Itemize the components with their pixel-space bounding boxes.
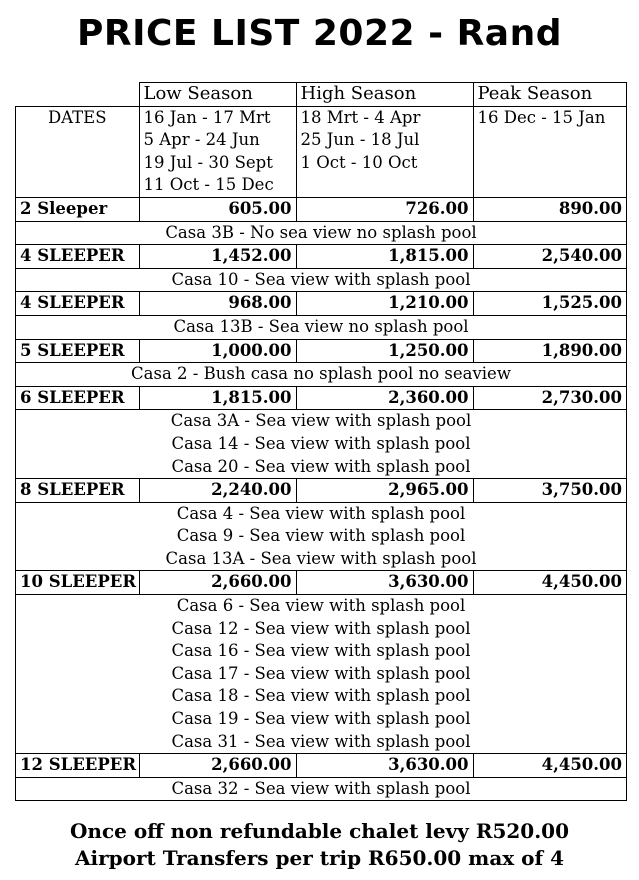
high-season-price: 1,210.00 bbox=[296, 292, 473, 316]
casa-notes bbox=[16, 502, 627, 571]
date-range: 5 Apr - 24 Jun bbox=[143, 130, 260, 150]
low-season-header: Low Season bbox=[139, 83, 296, 107]
casa-notes-row bbox=[16, 502, 627, 571]
casa-description: Casa 16 - Sea view with splash pool bbox=[171, 641, 471, 661]
price-row bbox=[16, 571, 627, 595]
peak-season-price: 1,890.00 bbox=[473, 339, 627, 363]
date-range: 16 Jan - 17 Mrt bbox=[143, 107, 271, 127]
chalet-levy-note: Once off non refundable chalet levy R520.00 bbox=[70, 819, 569, 843]
price-row bbox=[16, 292, 627, 316]
casa-notes bbox=[16, 268, 627, 292]
casa-description: Casa 10 - Sea view with splash pool bbox=[171, 269, 471, 289]
dates-label: DATES bbox=[16, 106, 140, 197]
dates-row bbox=[16, 106, 627, 197]
airport-transfers-note: Airport Transfers per trip R650.00 max of 4 bbox=[74, 846, 564, 870]
price-row bbox=[16, 386, 627, 410]
casa-notes bbox=[16, 595, 627, 754]
casa-description: Casa 2 - Bush casa no splash pool no seaview bbox=[131, 364, 511, 384]
sleeper-label: 2 Sleeper bbox=[16, 197, 140, 221]
low-season-price: 1,815.00 bbox=[139, 386, 296, 410]
peak-season-price: 3,750.00 bbox=[473, 479, 627, 503]
high-season-header: High Season bbox=[296, 83, 473, 107]
sleeper-label: 10 SLEEPER bbox=[16, 571, 140, 595]
casa-description: Casa 12 - Sea view with splash pool bbox=[171, 618, 471, 638]
high-season-price: 2,360.00 bbox=[296, 386, 473, 410]
price-row bbox=[16, 245, 627, 269]
high-season-price: 726.00 bbox=[296, 197, 473, 221]
casa-notes-row bbox=[16, 221, 627, 245]
date-range: 16 Dec - 15 Jan bbox=[477, 107, 606, 127]
low-season-price: 1,000.00 bbox=[139, 339, 296, 363]
casa-description: Casa 4 - Sea view with splash pool bbox=[176, 503, 466, 523]
casa-description: Casa 13B - Sea view no splash pool bbox=[173, 316, 469, 336]
casa-description: Casa 18 - Sea view with splash pool bbox=[171, 686, 471, 706]
low-season-price: 605.00 bbox=[139, 197, 296, 221]
high-season-price: 3,630.00 bbox=[296, 754, 473, 778]
sleeper-label: 12 SLEEPER bbox=[16, 754, 140, 778]
casa-description: Casa 20 - Sea view with splash pool bbox=[171, 456, 471, 476]
casa-notes-row bbox=[16, 268, 627, 292]
casa-description: Casa 13A - Sea view with splash pool bbox=[165, 548, 477, 568]
casa-description: Casa 31 - Sea view with splash pool bbox=[171, 731, 471, 751]
high-season-price: 1,815.00 bbox=[296, 245, 473, 269]
sleeper-label: 4 SLEEPER bbox=[16, 292, 140, 316]
high-season-price: 2,965.00 bbox=[296, 479, 473, 503]
low-season-price: 2,660.00 bbox=[139, 754, 296, 778]
header-corner bbox=[16, 83, 140, 107]
casa-notes-row bbox=[16, 595, 627, 754]
high-season-price: 1,250.00 bbox=[296, 339, 473, 363]
peak-season-price: 2,730.00 bbox=[473, 386, 627, 410]
price-table bbox=[15, 82, 627, 801]
price-row bbox=[16, 479, 627, 503]
peak-season-header: Peak Season bbox=[473, 83, 627, 107]
casa-notes bbox=[16, 221, 627, 245]
sleeper-label: 8 SLEEPER bbox=[16, 479, 140, 503]
casa-description: Casa 19 - Sea view with splash pool bbox=[171, 709, 471, 729]
casa-notes-row bbox=[16, 363, 627, 387]
casa-description: Casa 32 - Sea view with splash pool bbox=[171, 778, 471, 798]
peak-season-price: 2,540.00 bbox=[473, 245, 627, 269]
casa-notes-row bbox=[16, 777, 627, 801]
casa-description: Casa 9 - Sea view with splash pool bbox=[176, 526, 466, 546]
low-season-price: 2,240.00 bbox=[139, 479, 296, 503]
peak-season-price: 4,450.00 bbox=[473, 754, 627, 778]
casa-description: Casa 3A - Sea view with splash pool bbox=[170, 411, 472, 431]
casa-notes-row bbox=[16, 410, 627, 479]
high-season-dates bbox=[296, 106, 473, 197]
peak-season-price: 4,450.00 bbox=[473, 571, 627, 595]
date-range: 11 Oct - 15 Dec bbox=[143, 175, 274, 195]
casa-notes bbox=[16, 777, 627, 801]
low-season-dates bbox=[139, 106, 296, 197]
casa-description: Casa 17 - Sea view with splash pool bbox=[171, 663, 471, 683]
sleeper-label: 6 SLEEPER bbox=[16, 386, 140, 410]
low-season-price: 2,660.00 bbox=[139, 571, 296, 595]
date-range: 1 Oct - 10 Oct bbox=[300, 152, 418, 172]
casa-notes-row bbox=[16, 315, 627, 339]
low-season-price: 968.00 bbox=[139, 292, 296, 316]
casa-notes bbox=[16, 363, 627, 387]
date-range: 18 Mrt - 4 Apr bbox=[300, 107, 421, 127]
peak-season-price: 890.00 bbox=[473, 197, 627, 221]
page-title: PRICE LIST 2022 - Rand bbox=[76, 13, 562, 54]
date-range: 25 Jun - 18 Jul bbox=[300, 130, 420, 150]
casa-description: Casa 3B - No sea view no splash pool bbox=[165, 222, 477, 242]
casa-description: Casa 14 - Sea view with splash pool bbox=[171, 433, 471, 453]
sleeper-label: 4 SLEEPER bbox=[16, 245, 140, 269]
peak-season-dates bbox=[473, 106, 627, 197]
date-range: 19 Jul - 30 Sept bbox=[143, 152, 273, 172]
sleeper-label: 5 SLEEPER bbox=[16, 339, 140, 363]
price-row bbox=[16, 754, 627, 778]
season-header-row bbox=[16, 83, 627, 107]
price-row bbox=[16, 197, 627, 221]
casa-notes bbox=[16, 410, 627, 479]
low-season-price: 1,452.00 bbox=[139, 245, 296, 269]
peak-season-price: 1,525.00 bbox=[473, 292, 627, 316]
price-row bbox=[16, 339, 627, 363]
casa-notes bbox=[16, 315, 627, 339]
high-season-price: 3,630.00 bbox=[296, 571, 473, 595]
casa-description: Casa 6 - Sea view with splash pool bbox=[176, 596, 466, 616]
